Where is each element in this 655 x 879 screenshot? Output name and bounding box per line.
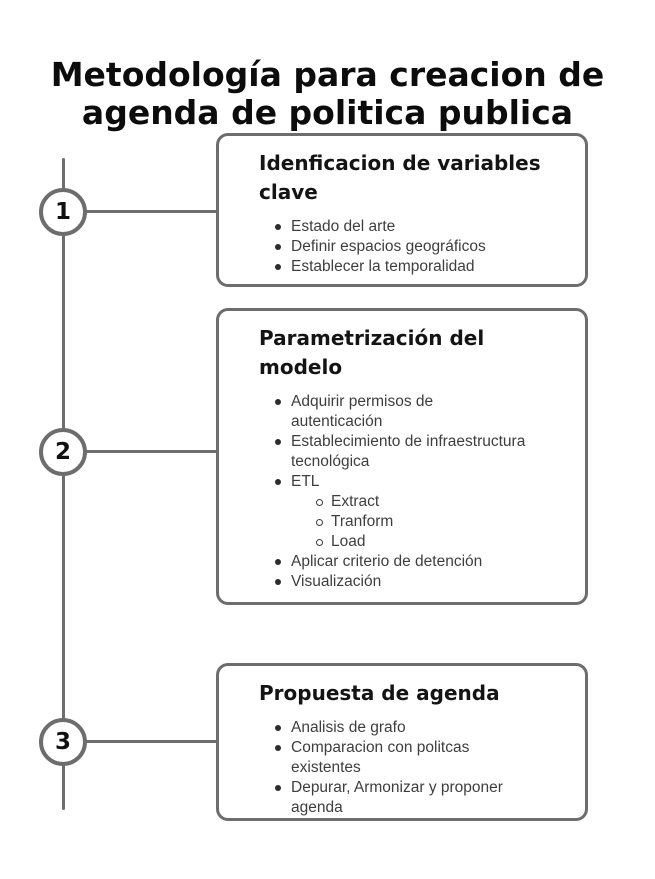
bullet-icon bbox=[275, 224, 281, 230]
list-item bbox=[275, 738, 567, 778]
step-number-2: 2 bbox=[54, 439, 71, 465]
page-title-line-2: agenda de politica publica bbox=[81, 93, 574, 133]
bullet-text: Definir espacios geográficos bbox=[291, 238, 486, 255]
bullet-icon bbox=[275, 439, 281, 445]
page-title-line-1: Metodología para creacion de bbox=[50, 55, 605, 95]
step-3-bullet-list bbox=[259, 718, 567, 818]
sub-bullet-icon bbox=[316, 519, 323, 526]
bullet-icon bbox=[275, 479, 281, 485]
step-number-1: 1 bbox=[54, 199, 71, 225]
list-item bbox=[275, 237, 567, 257]
connector-line-step-3 bbox=[85, 740, 216, 743]
bullet-text: Adquirir permisos de autenticación bbox=[291, 393, 434, 430]
step-2-bullet-list bbox=[259, 392, 567, 592]
timeline-line bbox=[62, 158, 65, 810]
bullet-text: Establecimiento de infraestructura tecnológica bbox=[291, 433, 526, 470]
step-3-heading bbox=[259, 679, 567, 708]
step-2-heading-line-1: Parametrización del bbox=[259, 326, 485, 350]
step-1-heading-line-2: clave bbox=[259, 180, 318, 204]
step-box-3 bbox=[216, 663, 588, 821]
list-item bbox=[275, 572, 567, 592]
list-item bbox=[275, 778, 567, 818]
step-box-2 bbox=[216, 308, 588, 605]
list-item bbox=[275, 718, 567, 738]
bullet-text: Estado del arte bbox=[291, 218, 396, 235]
etl-sub-list bbox=[291, 492, 567, 552]
bullet-text: ETL bbox=[291, 473, 320, 490]
sub-list-item bbox=[316, 492, 567, 512]
list-item bbox=[275, 552, 567, 572]
sub-bullet-icon bbox=[316, 499, 323, 506]
sub-bullet-icon bbox=[316, 539, 323, 546]
bullet-icon bbox=[275, 559, 281, 565]
step-number-3: 3 bbox=[54, 729, 71, 755]
step-2-heading-line-2: modelo bbox=[259, 355, 343, 379]
page-title bbox=[0, 56, 655, 132]
list-item bbox=[275, 217, 567, 237]
sub-bullet-text: Tranform bbox=[331, 513, 394, 530]
list-item bbox=[275, 472, 567, 552]
connector-line-step-1 bbox=[85, 210, 216, 213]
bullet-text: Analisis de grafo bbox=[291, 719, 406, 736]
sub-list-item bbox=[316, 532, 567, 552]
bullet-icon bbox=[275, 579, 281, 585]
bullet-text: Establecer la temporalidad bbox=[291, 258, 475, 275]
bullet-text: Aplicar criterio de detención bbox=[291, 553, 483, 570]
bullet-icon bbox=[275, 725, 281, 731]
bullet-text: Visualización bbox=[291, 573, 382, 590]
list-item bbox=[275, 257, 567, 277]
bullet-icon bbox=[275, 785, 281, 791]
bullet-icon bbox=[275, 244, 281, 250]
step-1-bullet-list bbox=[259, 217, 567, 277]
list-item bbox=[275, 392, 567, 432]
sub-bullet-text: Extract bbox=[331, 493, 380, 510]
sub-list-item bbox=[316, 512, 567, 532]
bullet-icon bbox=[275, 264, 281, 270]
step-circle-3 bbox=[39, 718, 87, 766]
bullet-text: Depurar, Armonizar y proponer agenda bbox=[291, 779, 503, 816]
bullet-icon bbox=[275, 745, 281, 751]
step-3-heading-line-1: Propuesta de agenda bbox=[259, 681, 500, 705]
step-2-heading bbox=[259, 324, 567, 382]
sub-bullet-text: Load bbox=[331, 533, 366, 550]
list-item bbox=[275, 432, 567, 472]
step-box-1 bbox=[216, 133, 588, 287]
step-1-heading-line-1: Idenficacion de variables bbox=[259, 151, 541, 175]
bullet-text: Comparacion con politcas existentes bbox=[291, 739, 470, 776]
step-circle-2 bbox=[39, 428, 87, 476]
connector-line-step-2 bbox=[85, 450, 216, 453]
bullet-icon bbox=[275, 399, 281, 405]
step-circle-1 bbox=[39, 188, 87, 236]
step-1-heading bbox=[259, 149, 567, 207]
